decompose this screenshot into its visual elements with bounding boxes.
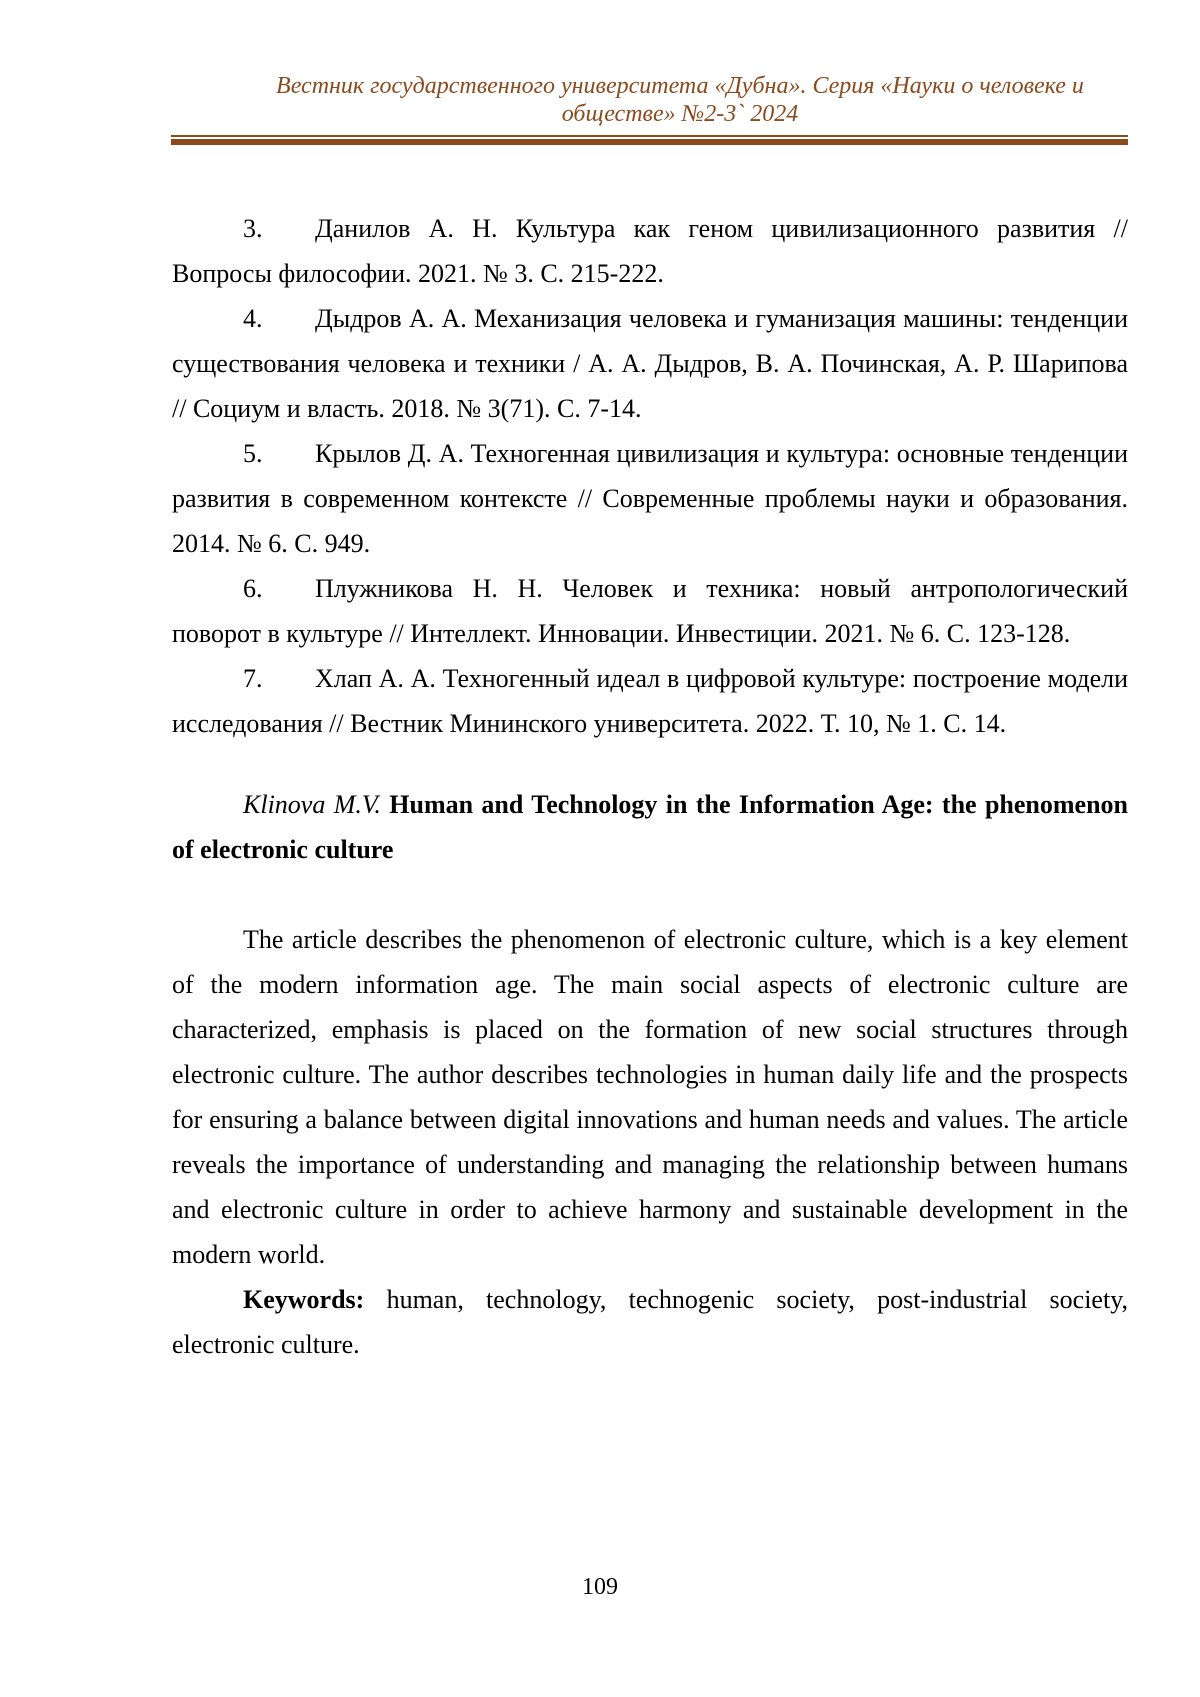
- reference-text: Данилов А. Н. Культура как геном цивилизационного развития // Вопросы философии. 2021. № 3. С. 215-222.: [172, 214, 1128, 288]
- reference-number: 4.: [243, 296, 315, 341]
- reference-text: Плужникова Н. Н. Человек и техника: новый антропологический поворот в культуре // Интеллект. Инновации. Инвестиции. 2021. № 6. С. 123-128.: [172, 574, 1128, 648]
- reference-list: [172, 206, 1128, 746]
- abstract: [172, 917, 1128, 1277]
- page-number: 109: [0, 1574, 1200, 1601]
- reference-item: [172, 431, 1128, 566]
- reference-item: [172, 566, 1128, 656]
- reference-number: 6.: [243, 566, 315, 611]
- reference-text: Хлап А. А. Техногенный идеал в цифровой культуре: построение модели исследования // Вестник Мининского университета. 2022. Т. 10, № 1. С. 14.: [172, 664, 1128, 738]
- reference-item: [172, 206, 1128, 296]
- keywords-text: human, technology, technogenic society, post-industrial society, electronic culture.: [172, 1285, 1128, 1359]
- header-rule-thin: [171, 135, 1128, 137]
- reference-number: 5.: [243, 431, 315, 476]
- running-header: Вестник государственного университета «Дубна». Серия «Науки о человеке и обществе» №2-3` 2024: [250, 72, 1110, 128]
- keywords: [172, 1277, 1128, 1367]
- reference-item: [172, 296, 1128, 431]
- reference-text: Дыдров А. А. Механизация человека и гуманизация машины: тенденции существования человека и техники / А. А. Дыдров, В. А. Починская, А. Р. Шарипова // Социум и власть. 2018. № 3(71). С. 7-14.: [172, 304, 1128, 423]
- article-heading-line: [172, 782, 1128, 872]
- reference-number: 3.: [243, 206, 315, 251]
- header-rule-thick: [171, 139, 1128, 145]
- article-title: Human and Technology in the Information Age: the phenomenon of electronic culture: [172, 790, 1128, 864]
- abstract-text: The article describes the phenomenon of electronic culture, which is a key element of the modern information age. The main social aspects of electronic culture are characterized, emphasis is placed on the formation of new social structures through electronic culture. The author describes technologies in human daily life and the prospects for ensuring a balance between digital innovations and human needs and values. The article reveals the importance of understanding and managing the relationship between humans and electronic culture in order to achieve harmony and sustainable development in the modern world.: [172, 917, 1128, 1277]
- keywords-label: Keywords:: [243, 1285, 364, 1314]
- reference-item: [172, 656, 1128, 746]
- article-author: Klinova M.V.: [243, 790, 381, 819]
- keywords-line: [172, 1277, 1128, 1367]
- reference-text: Крылов Д. А. Техногенная цивилизация и культура: основные тенденции развития в современном контексте // Современные проблемы науки и образования. 2014. № 6. С. 949.: [172, 439, 1128, 558]
- article-heading: [172, 782, 1128, 872]
- reference-number: 7.: [243, 656, 315, 701]
